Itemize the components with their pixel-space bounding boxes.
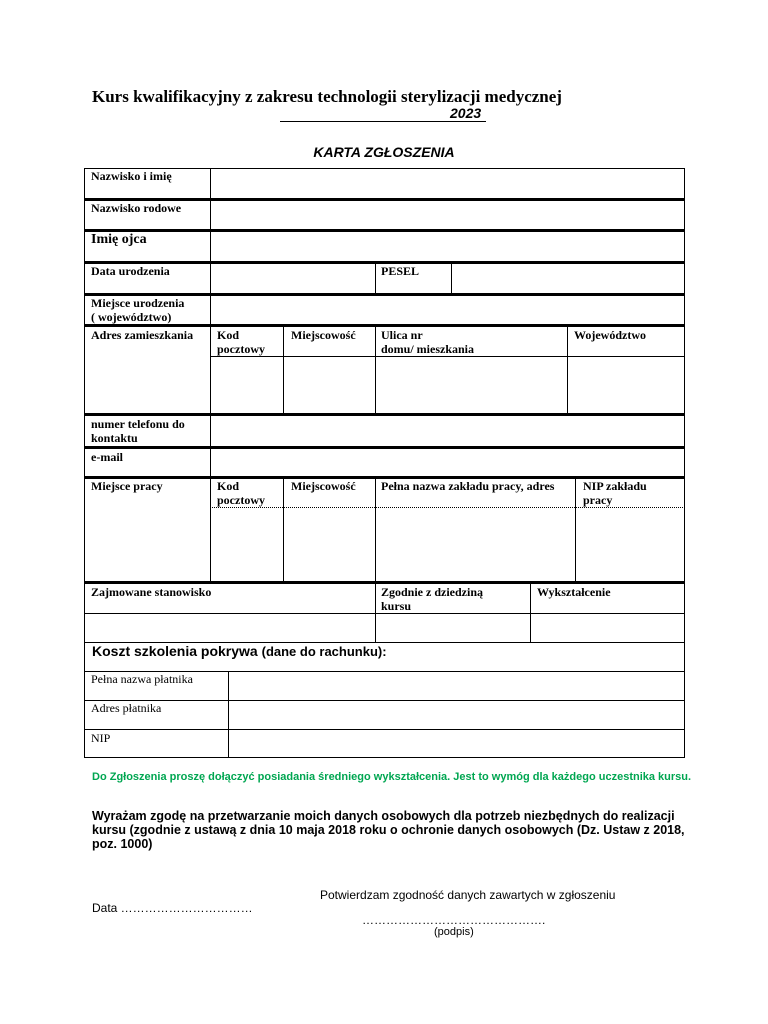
- label-work-postal-code: Kod pocztowy: [217, 479, 265, 507]
- label-street: Ulica nr domu/ mieszkania: [381, 328, 475, 356]
- label-pesel: PESEL: [381, 264, 420, 278]
- label-consistent: Zgodnie z dziedziną kursu: [381, 585, 484, 613]
- label-birth-place: Miejsce urodzenia ( województwo): [91, 296, 185, 324]
- attachment-note: Do Zgłoszenia proszę dołączyć posiadania średniego wykształcenia. Jest to wymóg dla każdego uczestnika kursu.: [92, 771, 692, 783]
- table-border-right: [684, 168, 685, 758]
- label-birth-date: Data urodzenia: [91, 264, 170, 278]
- label-address: Adres zamieszkania: [91, 328, 194, 342]
- title-underline: [280, 121, 486, 122]
- consent-text: Wyrażam zgodę na przetwarzanie moich danych osobowych dla potrzeb niezbędnych do realizacji kursu (zgodnie z ustawą z dnia 10 maja 2018 roku o ochronie danych osobowych (Dz. Ustaw z 2018, poz. 1000): [92, 809, 685, 851]
- label-work-fullname: Pełna nazwa zakładu pracy, adres: [381, 479, 555, 493]
- label-education: Wykształcenie: [537, 585, 611, 599]
- label-nip: NIP: [91, 731, 111, 745]
- label-birth-surname: Nazwisko rodowe: [91, 201, 182, 215]
- label-postal-code: Kod pocztowy: [217, 328, 265, 356]
- table-border-left: [84, 168, 85, 758]
- signature-line: ……………………………………….: [362, 913, 546, 927]
- confirmation-text: Potwierdzam zgodność danych zawartych w zgłoszeniu: [320, 888, 616, 902]
- label-payer-address: Adres płatnika: [91, 701, 162, 715]
- cost-heading: Koszt szkolenia pokrywa (dane do rachunku):: [92, 643, 387, 659]
- label-city: Miejscowość: [291, 328, 356, 342]
- label-surname-name: Nazwisko i imię: [91, 169, 172, 183]
- signature-label: (podpis): [434, 926, 474, 938]
- label-position: Zajmowane stanowisko: [91, 585, 212, 599]
- date-field: Data ……………………………: [92, 901, 253, 915]
- label-payer-name: Pełna nazwa płatnika: [91, 672, 193, 686]
- label-voivodeship: Województwo: [574, 328, 646, 342]
- form-title: KARTA ZGŁOSZENIA: [313, 144, 455, 160]
- label-work-nip: NIP zakładu pracy: [583, 479, 647, 507]
- label-phone: numer telefonu do kontaktu: [91, 417, 185, 445]
- document-title: Kurs kwalifikacyjny z zakresu technologii sterylizacji medycznej: [92, 87, 562, 106]
- label-father-name: Imię ojca: [91, 232, 147, 247]
- label-email: e-mail: [91, 450, 123, 464]
- label-work-city: Miejscowość: [291, 479, 356, 493]
- year: 2023: [450, 105, 482, 121]
- label-workplace: Miejsce pracy: [91, 479, 163, 493]
